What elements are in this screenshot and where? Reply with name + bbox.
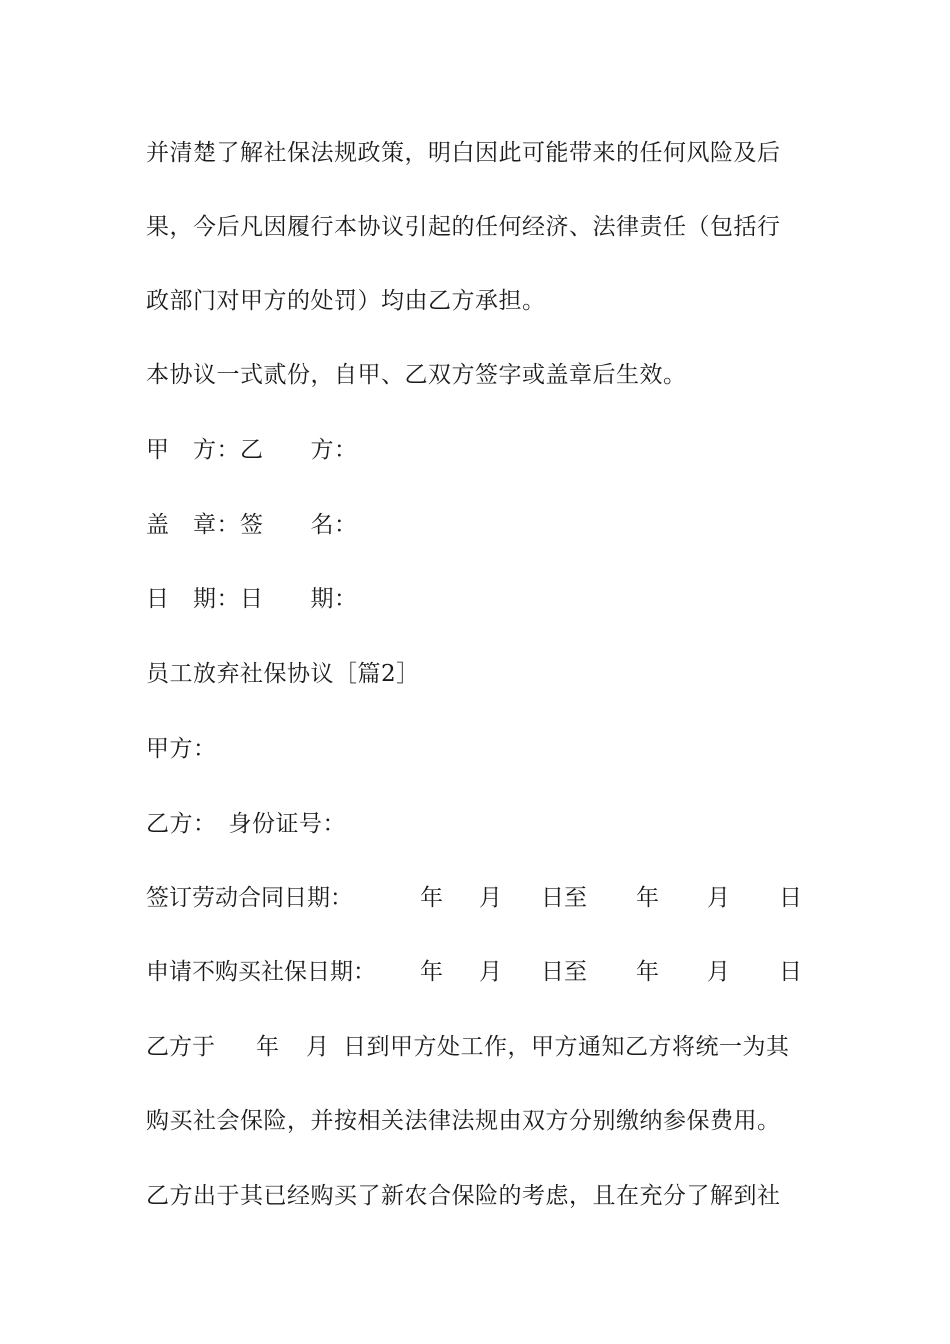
- signature-date-line: 日 期：日 期：: [146, 586, 358, 612]
- work-start-year: 年: [256, 1034, 279, 1060]
- apply-date-label: 申请不购买社保日期：: [146, 959, 376, 985]
- paragraph-line-1: 并清楚了解社保法规政策，明白因此可能带来的任何风险及后: [146, 140, 781, 166]
- signature-seal-line: 盖 章：签 名：: [146, 512, 358, 538]
- consideration-line: 乙方出于其已经购买了新农合保险的考虑，且在充分了解到社: [146, 1183, 781, 1209]
- contract-date-day-to: 日至: [541, 885, 587, 911]
- apply-date-year-1: 年: [420, 959, 443, 985]
- party-a-line: 甲方：: [146, 736, 217, 762]
- apply-date-month-2: 月: [707, 959, 730, 985]
- contract-date-year-1: 年: [420, 885, 443, 911]
- work-start-prefix: 乙方于: [146, 1034, 215, 1060]
- party-b-line: 乙方： 身份证号：: [146, 811, 346, 837]
- apply-date-year-2: 年: [636, 959, 659, 985]
- apply-date-day-2: 日: [779, 959, 802, 985]
- apply-date-day-to: 日至: [541, 959, 587, 985]
- contract-date-day-2: 日: [779, 885, 802, 911]
- insurance-line: 购买社会保险，并按相关法律法规由双方分别缴纳参保费用。: [146, 1108, 781, 1134]
- signature-party-line: 甲 方：乙 方：: [146, 437, 358, 463]
- section-title: 员工放弃社保协议［篇2］: [146, 661, 420, 687]
- work-start-rest: 日到甲方处工作，甲方通知乙方将统一为其: [343, 1034, 790, 1060]
- work-start-month: 月: [306, 1034, 329, 1060]
- contract-date-label: 签订劳动合同日期：: [146, 885, 353, 911]
- effect-clause: 本协议一式贰份，自甲、乙双方签字或盖章后生效。: [146, 362, 687, 388]
- apply-date-month-1: 月: [479, 959, 502, 985]
- contract-date-month-1: 月: [479, 885, 502, 911]
- paragraph-line-3: 政部门对甲方的处罚）均由乙方承担。: [146, 288, 546, 314]
- contract-date-year-2: 年: [636, 885, 659, 911]
- paragraph-line-2: 果，今后凡因履行本协议引起的任何经济、法律责任（包括行: [146, 214, 781, 240]
- contract-date-month-2: 月: [707, 885, 730, 911]
